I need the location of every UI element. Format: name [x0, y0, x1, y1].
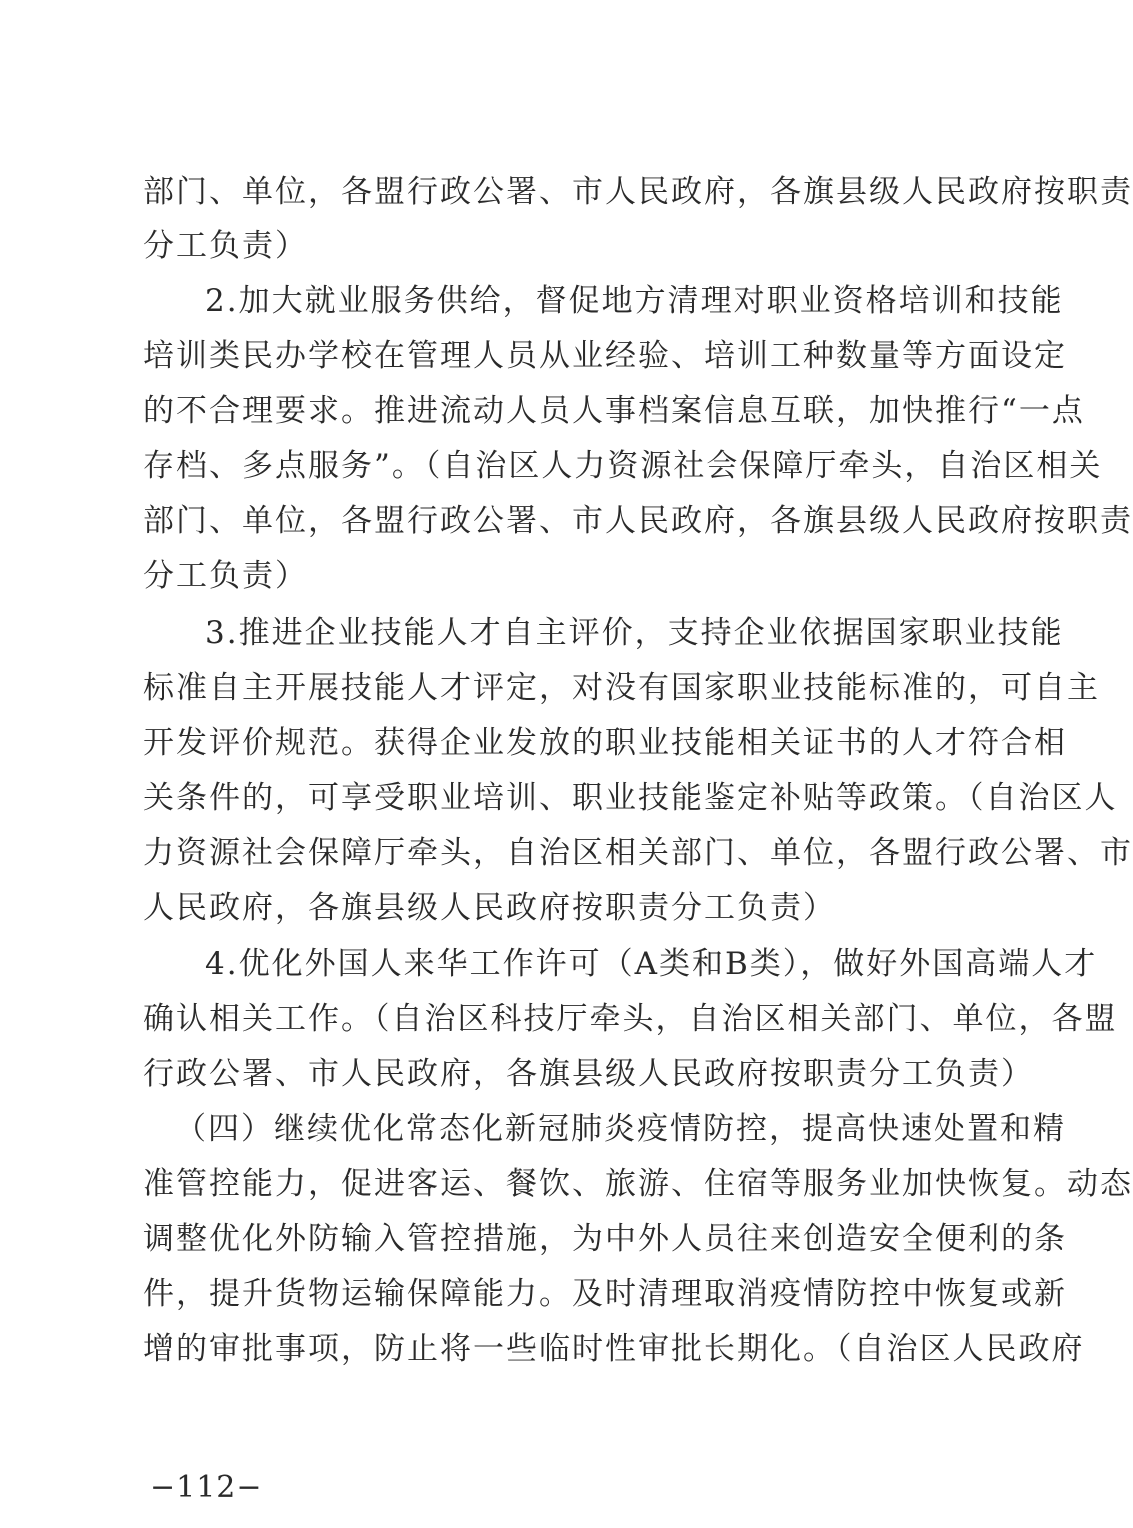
page-number: −112−	[150, 1470, 263, 1505]
text-line: 关条件的，可享受职业培训、职业技能鉴定补贴等政策。（自治区人	[143, 780, 1118, 816]
text-line: 培训类民办学校在管理人员从业经验、培训工种数量等方面设定	[143, 338, 1067, 374]
paragraph-2-first-line: 2.加大就业服务供给，督促地方清理对职业资格培训和技能	[205, 283, 1064, 319]
text-line: 部门、单位，各盟行政公署、市人民政府，各旗县级人民政府按职责	[143, 174, 1133, 210]
paragraph-3-first-line: 3.推进企业技能人才自主评价，支持企业依据国家职业技能	[205, 615, 1064, 651]
text-line: 存档、多点服务”。（自治区人力资源社会保障厅牵头，自治区相关	[143, 448, 1103, 484]
text-line: 行政公署、市人民政府，各旗县级人民政府按职责分工负责）	[143, 1056, 1034, 1092]
text-line: 件，提升货物运输保障能力。及时清理取消疫情防控中恢复或新	[143, 1276, 1067, 1312]
text-line: 力资源社会保障厅牵头，自治区相关部门、单位，各盟行政公署、市	[143, 835, 1133, 871]
text-line: 增的审批事项，防止将一些临时性审批长期化。（自治区人民政府	[143, 1331, 1085, 1367]
paragraph-4-first-line: 4.优化外国人来华工作许可（A类和B类），做好外国高端人才	[205, 946, 1098, 982]
text-line: 开发评价规范。获得企业发放的职业技能相关证书的人才符合相	[143, 725, 1067, 761]
text-line: 确认相关工作。（自治区科技厅牵头，自治区相关部门、单位，各盟	[143, 1001, 1118, 1037]
section-4-first-line: （四）继续优化常态化新冠肺炎疫情防控，提高快速处置和精	[175, 1111, 1066, 1147]
text-line: 准管控能力，促进客运、餐饮、旅游、住宿等服务业加快恢复。动态	[143, 1166, 1133, 1202]
text-line: 分工负责）	[143, 558, 308, 594]
text-line: 的不合理要求。推进流动人员人事档案信息互联，加快推行“一点	[143, 393, 1085, 429]
text-line: 分工负责）	[143, 228, 308, 264]
text-line: 部门、单位，各盟行政公署、市人民政府，各旗县级人民政府按职责	[143, 503, 1133, 539]
text-line: 标准自主开展技能人才评定，对没有国家职业技能标准的，可自主	[143, 670, 1100, 706]
text-line: 人民政府，各旗县级人民政府按职责分工负责）	[143, 890, 836, 926]
text-line: 调整优化外防输入管控措施，为中外人员往来创造安全便利的条	[143, 1221, 1067, 1257]
